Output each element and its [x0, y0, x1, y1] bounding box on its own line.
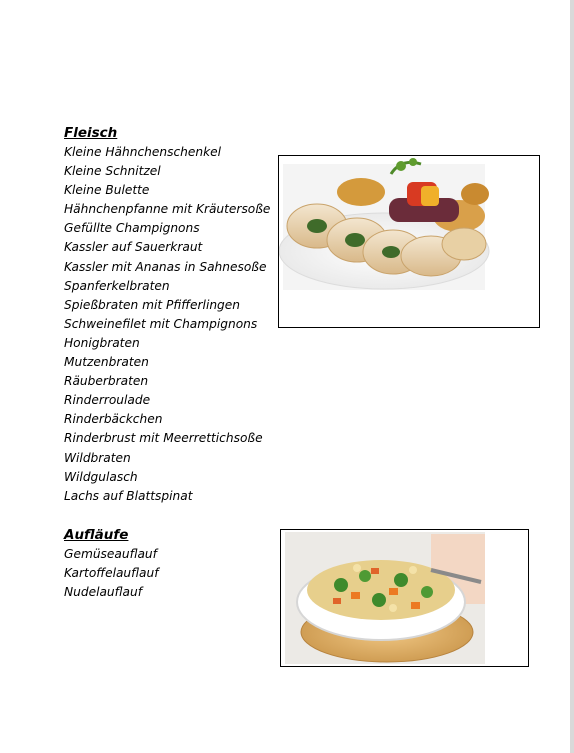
list-item: Nudelauflauf — [64, 585, 143, 600]
casserole-illustration — [281, 530, 528, 666]
casserole-dish-photo — [280, 529, 529, 667]
section-fleisch — [64, 124, 270, 506]
list-item: Kleine Schnitzel — [64, 164, 161, 179]
list-item: Kleine Bulette — [64, 183, 150, 198]
list-item: Spanferkelbraten — [64, 278, 170, 293]
list-item: Kartoffelauflauf — [64, 566, 159, 581]
list-item: Honigbraten — [64, 335, 140, 350]
list-item: Schweinefilet mit Champignons — [64, 316, 258, 331]
list-item: Kassler auf Sauerkraut — [64, 240, 203, 255]
list-item: Spießbraten mit Pfifferlingen — [64, 297, 241, 312]
list-item: Wildgulasch — [64, 469, 138, 484]
section-heading-auflaeufe: Aufläufe — [64, 527, 129, 543]
list-item: Rinderbrust mit Meerrettichsoße — [64, 431, 263, 446]
section-auflaeufe — [64, 526, 159, 602]
list-item: Rinderbäckchen — [64, 412, 163, 427]
list-item: Kleine Hähnchenschenkel — [64, 145, 222, 159]
page-edge — [570, 0, 574, 753]
list-item: Mutzenbraten — [64, 355, 149, 370]
list-item: Kassler mit Ananas in Sahnesoße — [64, 259, 267, 274]
list-item: Gemüseauflauf — [64, 547, 157, 561]
meat-plate-illustration — [279, 156, 539, 327]
list-item: Wildbraten — [64, 450, 131, 465]
meat-plate-photo — [278, 155, 540, 328]
list-item: Gefüllte Champignons — [64, 221, 200, 236]
list-item: Lachs auf Blattspinat — [64, 488, 193, 503]
list-item: Hähnchenpfanne mit Kräutersoße — [64, 202, 271, 217]
list-item: Rinderroulade — [64, 393, 151, 408]
list-item: Räuberbraten — [64, 374, 149, 389]
section-heading-fleisch: Fleisch — [64, 125, 118, 141]
